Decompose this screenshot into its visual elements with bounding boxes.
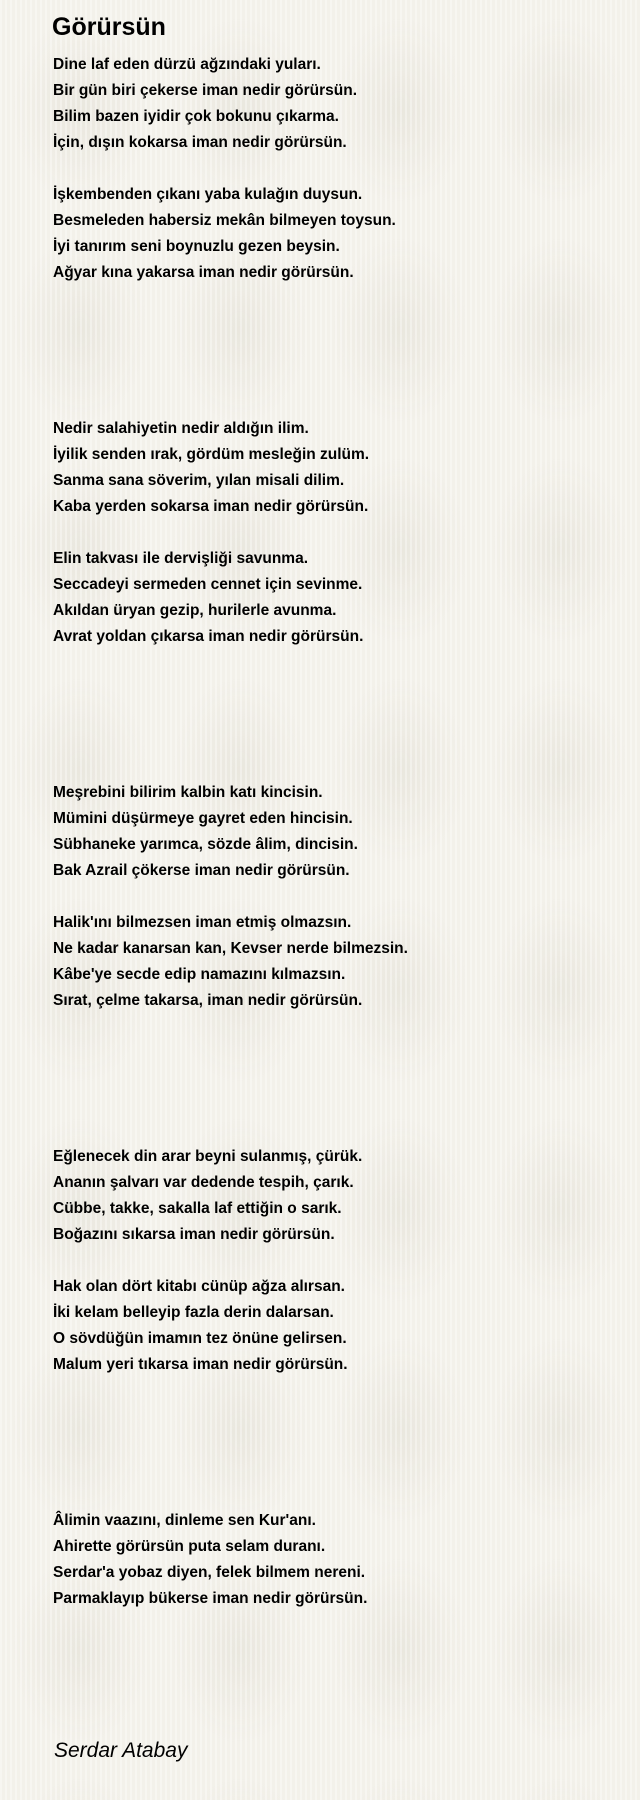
poem-line: Malum yeri tıkarsa iman nedir görürsün. <box>53 1356 348 1373</box>
poem-line: Seccadeyi sermeden cennet için sevinme. <box>53 576 363 593</box>
poem-line: İyi tanırım seni boynuzlu gezen beysin. <box>53 238 340 255</box>
stanza-spacer <box>53 156 613 182</box>
poem-line: Âlimin vaazını, dinleme sen Kur'anı. <box>53 1512 316 1529</box>
stanza <box>53 52 613 156</box>
stanza <box>53 1144 613 1248</box>
poem-line: İşkembenden çıkanı yaba kulağın duysun. <box>53 186 363 203</box>
poem-line: İçin, dışın kokarsa iman nedir görürsün. <box>53 134 347 151</box>
poem-line: Bilim bazen iyidir çok bokunu çıkarma. <box>53 108 339 125</box>
stanza-spacer <box>53 1248 613 1274</box>
stanza-spacer <box>53 520 613 546</box>
poem-line: İki kelam belleyip fazla derin dalarsan. <box>53 1304 334 1321</box>
poem-line: Bir gün biri çekerse iman nedir görürsün. <box>53 82 358 99</box>
poem-author: Serdar Atabay <box>54 1739 188 1762</box>
stanza-spacer <box>53 884 613 910</box>
poem-line: Boğazını sıkarsa iman nedir görürsün. <box>53 1226 335 1243</box>
poem-line: Besmeleden habersiz mekân bilmeyen toysun. <box>53 212 396 229</box>
poem-line: Nedir salahiyetin nedir aldığın ilim. <box>53 420 309 437</box>
poem-line: Avrat yoldan çıkarsa iman nedir görürsün. <box>53 628 364 645</box>
poem-line: Mümini düşürmeye gayret eden hincisin. <box>53 810 353 827</box>
poem-line: Ananın şalvarı var dedende tespih, çarık. <box>53 1174 354 1191</box>
poem-line: Eğlenecek din arar beyni sulanmış, çürük. <box>53 1148 363 1165</box>
poem-line: Hak olan dört kitabı cünüp ağza alırsan. <box>53 1278 345 1295</box>
poem-body <box>53 52 613 1612</box>
section-spacer <box>53 1378 613 1508</box>
stanza <box>53 1274 613 1378</box>
poem-line: Kaba yerden sokarsa iman nedir görürsün. <box>53 498 369 515</box>
poem-line: Parmaklayıp bükerse iman nedir görürsün. <box>53 1590 368 1607</box>
poem-line: Ağyar kına yakarsa iman nedir görürsün. <box>53 264 354 281</box>
stanza <box>53 780 613 884</box>
poem-title: Görürsün <box>52 13 166 41</box>
poem-line: Elin takvası ile dervişliği savunma. <box>53 550 309 567</box>
stanza <box>53 910 613 1014</box>
section-spacer <box>53 1014 613 1144</box>
poem-line: İyilik senden ırak, gördüm mesleğin zulüm. <box>53 446 370 463</box>
poem-line: Dine laf eden dürzü ağzındaki yuları. <box>53 56 321 73</box>
poem-line: Sübhaneke yarımca, sözde âlim, dincisin. <box>53 836 358 853</box>
poem-line: Cübbe, takke, sakalla laf ettiğin o sarık. <box>53 1200 342 1217</box>
poem-line: Halik'ını bilmezsen iman etmiş olmazsın. <box>53 914 352 931</box>
stanza <box>53 546 613 650</box>
stanza <box>53 1508 613 1612</box>
stanza <box>53 416 613 520</box>
stanza <box>53 182 613 286</box>
poem-line: Serdar'a yobaz diyen, felek bilmem nereni. <box>53 1564 366 1581</box>
poem-line: Akıldan üryan gezip, hurilerle avunma. <box>53 602 337 619</box>
poem-line: Ne kadar kanarsan kan, Kevser nerde bilmezsin. <box>53 940 408 957</box>
poem-line: O sövdüğün imamın tez önüne gelirsen. <box>53 1330 347 1347</box>
poem-line: Sırat, çelme takarsa, iman nedir görürsün. <box>53 992 363 1009</box>
poem-line: Kâbe'ye secde edip namazını kılmazsın. <box>53 966 346 983</box>
section-spacer <box>53 650 613 780</box>
poem-line: Ahirette görürsün puta selam duranı. <box>53 1538 326 1555</box>
section-spacer <box>53 286 613 416</box>
poem-line: Meşrebini bilirim kalbin katı kincisin. <box>53 784 323 801</box>
poem-line: Bak Azrail çökerse iman nedir görürsün. <box>53 862 350 879</box>
poem-line: Sanma sana söverim, yılan misali dilim. <box>53 472 345 489</box>
